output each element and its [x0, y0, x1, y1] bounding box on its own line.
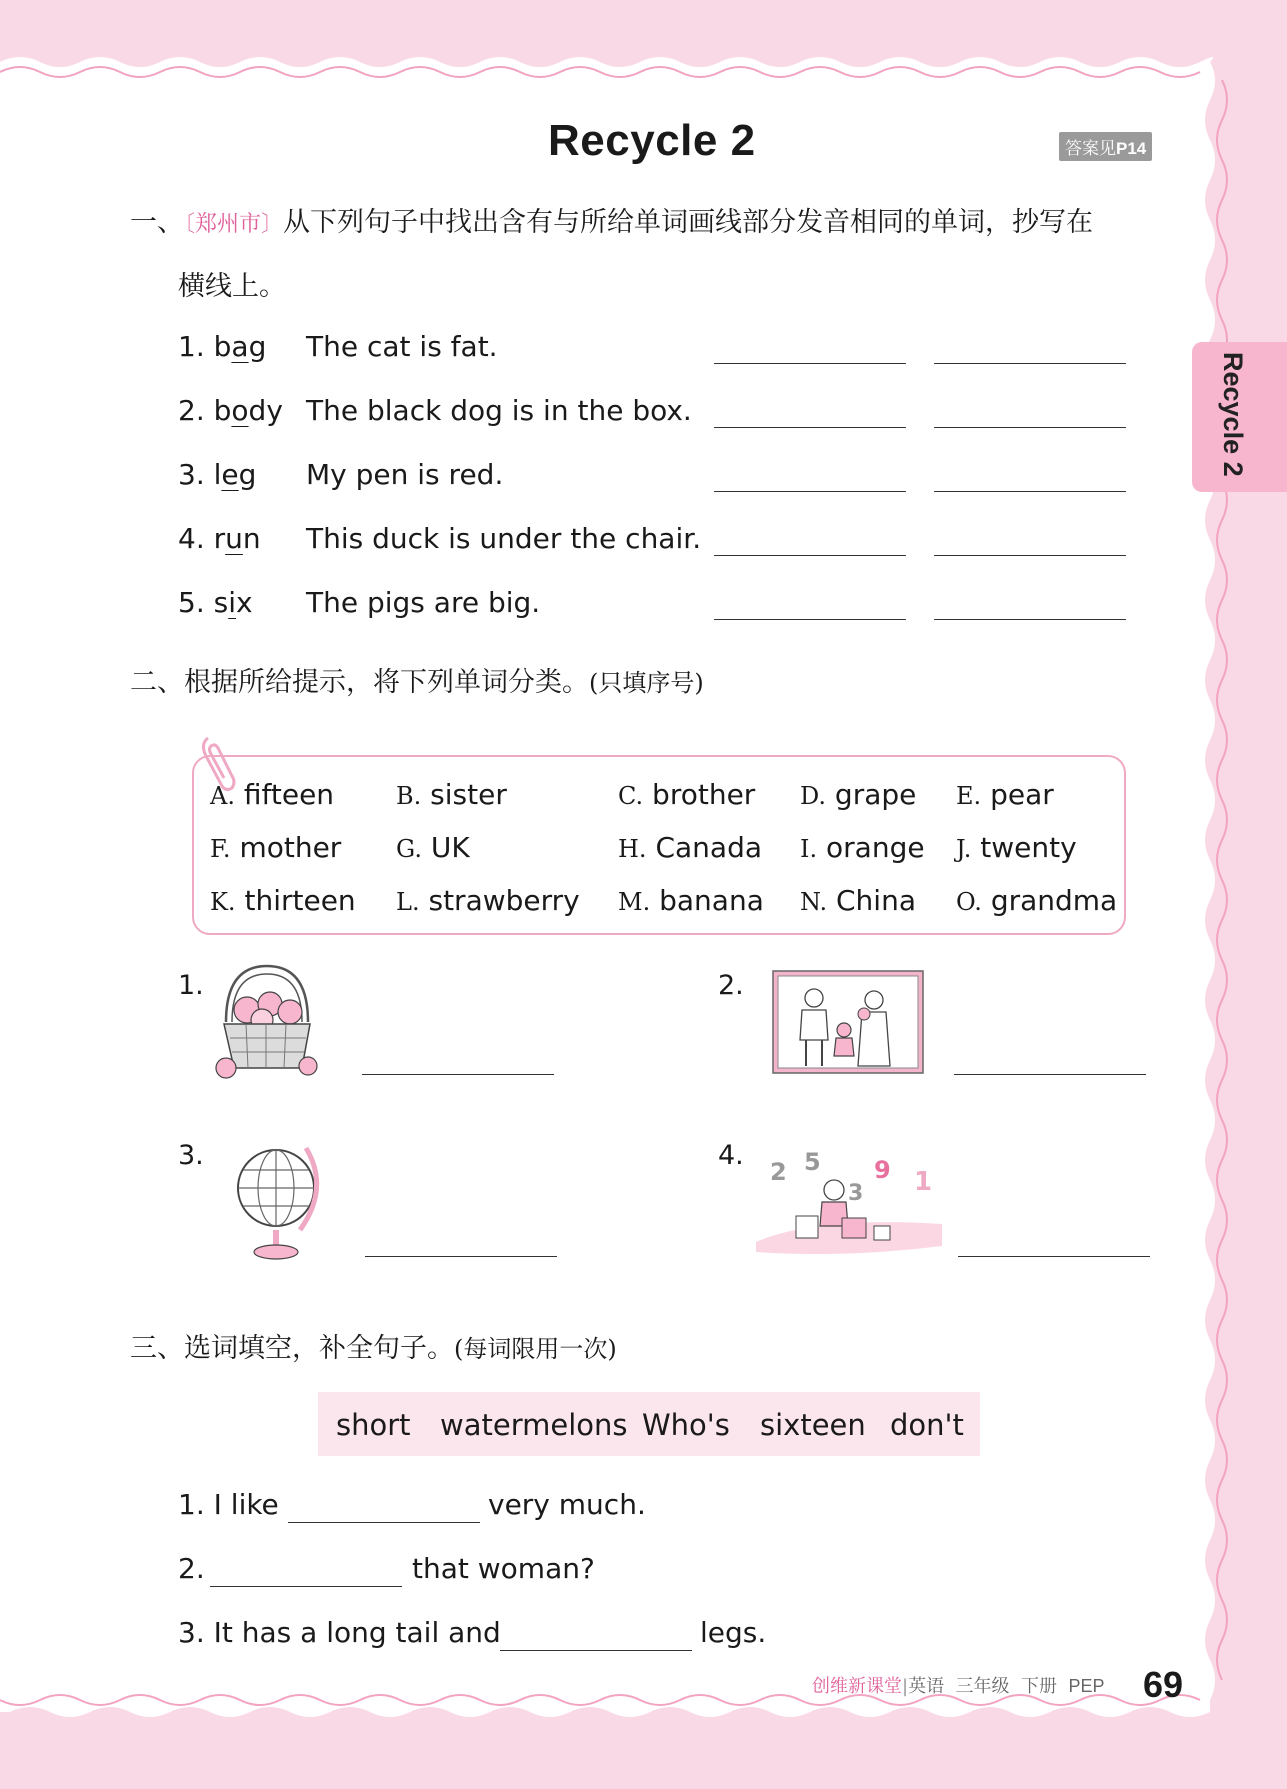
- answer-line[interactable]: [934, 491, 1126, 492]
- picture-number: 4.: [718, 1140, 744, 1171]
- family-photo-icon: [772, 970, 924, 1074]
- target-word: 1. bag: [178, 330, 267, 363]
- sentence: My pen is red.: [306, 458, 504, 491]
- answer-line[interactable]: [365, 1256, 557, 1257]
- region-tag: 〔郑州市〕: [184, 212, 284, 237]
- word-bank-item: J. twenty: [956, 831, 1077, 864]
- answer-line[interactable]: [934, 555, 1126, 556]
- fruit-basket-icon: [212, 960, 322, 1085]
- answer-line[interactable]: [714, 427, 906, 428]
- word-bank-item: N. China: [800, 884, 916, 917]
- word-bank-item: A. fifteen: [210, 778, 335, 811]
- digit-label: 3: [848, 1181, 864, 1206]
- answer-reference-badge: 答案见P14: [1059, 132, 1152, 161]
- word-bank-item: K. thirteen: [210, 884, 356, 917]
- answer-line[interactable]: [954, 1074, 1146, 1075]
- sentence: The cat is fat.: [306, 330, 498, 363]
- target-word: 2. body: [178, 394, 283, 427]
- answer-line[interactable]: [714, 555, 906, 556]
- section1-heading: 一、〔郑州市〕从下列句子中找出含有与所给单词画线部分发音相同的单词，抄写在: [130, 207, 1094, 238]
- fill-blank[interactable]: [210, 1586, 402, 1587]
- fill-item: 1. I like: [178, 1488, 279, 1521]
- fill-item: 3. It has a long tail and: [178, 1616, 501, 1649]
- answer-line[interactable]: [934, 363, 1126, 364]
- answer-line[interactable]: [362, 1074, 554, 1075]
- digit-label: 5: [804, 1148, 821, 1176]
- choice-word: Who's: [642, 1408, 730, 1442]
- digit-label: 1: [914, 1167, 933, 1197]
- target-word: 3. leg: [178, 458, 257, 491]
- word-bank-item: O. grandma: [956, 884, 1118, 917]
- word-bank-item: D. grape: [800, 778, 917, 811]
- choice-word: short: [336, 1408, 411, 1442]
- picture-number: 3.: [178, 1140, 204, 1171]
- fill-blank[interactable]: [500, 1650, 692, 1651]
- side-tab-label: Recycle 2: [1218, 352, 1248, 477]
- underlined-sound: e: [221, 458, 239, 491]
- choice-word: don't: [890, 1408, 964, 1442]
- answer-line[interactable]: [714, 619, 906, 620]
- word-choice-box: [318, 1392, 980, 1456]
- word-bank-item: I. orange: [800, 831, 925, 864]
- fill-item: 2.: [178, 1552, 205, 1585]
- word-bank-item: E. pear: [956, 778, 1054, 811]
- page-title: Recycle 2: [548, 116, 756, 165]
- sentence: The black dog is in the box.: [306, 394, 692, 427]
- picture-number: 2.: [718, 970, 744, 1001]
- target-word: 5. six: [178, 586, 253, 619]
- word-bank-item: H. Canada: [618, 831, 763, 864]
- word-bank-item: F. mother: [210, 831, 342, 864]
- answer-line[interactable]: [714, 363, 906, 364]
- choice-word: watermelons: [440, 1408, 628, 1442]
- picture-number: 1.: [178, 970, 204, 1001]
- fill-blank[interactable]: [288, 1522, 480, 1523]
- underlined-sound: u: [225, 522, 243, 555]
- digit-label: 9: [874, 1156, 891, 1184]
- word-bank-item: C. brother: [618, 778, 756, 811]
- target-word: 4. run: [178, 522, 261, 555]
- digit-label: 2: [770, 1158, 787, 1186]
- globe-icon: [234, 1142, 324, 1264]
- answer-line[interactable]: [934, 427, 1126, 428]
- answer-line[interactable]: [714, 491, 906, 492]
- section1-heading-line2: 横线上。: [178, 271, 286, 302]
- section2-heading: 二、根据所给提示，将下列单词分类。(只填序号): [130, 667, 704, 698]
- sentence: This duck is under the chair.: [306, 522, 702, 555]
- numbers-boy-icon: [756, 1146, 942, 1256]
- footer-info: 创维新课堂|英语 三年级 下册 PEP: [812, 1676, 1105, 1697]
- word-bank-item: M. banana: [618, 884, 764, 917]
- fill-item-end: very much.: [488, 1488, 646, 1521]
- underlined-sound: o: [231, 394, 249, 427]
- side-tab: [1192, 342, 1287, 492]
- choice-word: sixteen: [760, 1408, 866, 1442]
- underlined-sound: a: [231, 330, 249, 363]
- sentence: The pigs are big.: [306, 586, 541, 619]
- section3-heading: 三、选词填空，补全句子。(每词限用一次): [130, 1333, 617, 1364]
- word-bank-item: L. strawberry: [396, 884, 580, 917]
- answer-line[interactable]: [958, 1256, 1150, 1257]
- underlined-sound: i: [228, 586, 236, 619]
- fill-item-end: legs.: [700, 1616, 767, 1649]
- word-bank-item: B. sister: [396, 778, 507, 811]
- word-bank-item: G. UK: [396, 831, 470, 864]
- answer-line[interactable]: [934, 619, 1126, 620]
- page-number: 69: [1143, 1664, 1184, 1705]
- brand-name: 创维新课堂: [812, 1676, 902, 1697]
- fill-item-end: that woman?: [412, 1552, 595, 1585]
